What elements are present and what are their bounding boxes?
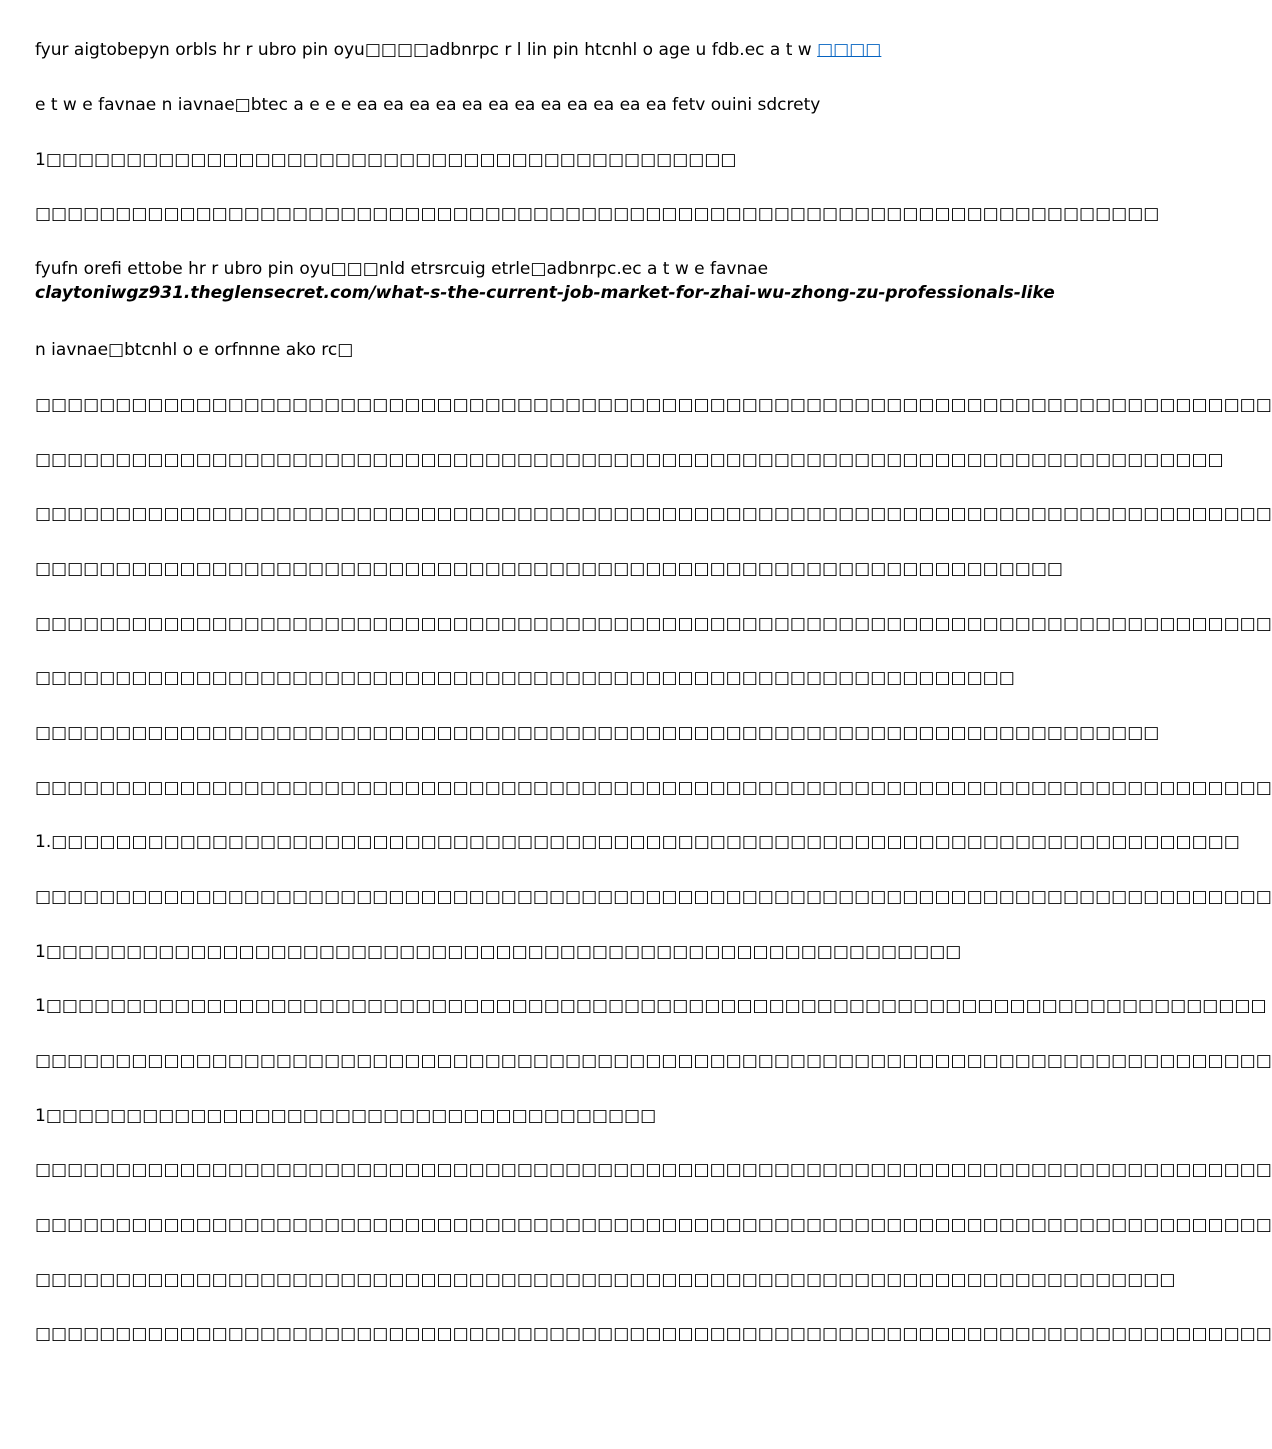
- paragraph-line-2: e t w e favnae n iavnae□btec a e e e ea ea ea ea ea ea ea ea ea ea ea ea fetv ouini sdcrety: [35, 95, 821, 115]
- paragraph-line-12: □□□□□□□□□□□□□□□□□□□□□□□□□□□□□□□□□□□□□□□□□□□□□□□□□□□□□□□□□□□□□: [35, 668, 1015, 688]
- paragraph-line-4: □□□□□□□□□□□□□□□□□□□□□□□□□□□□□□□□□□□□□□□□□□□□□□□□□□□□□□□□□□□□□□□□□□□□□□: [35, 204, 1160, 224]
- paragraph-line-10: □□□□□□□□□□□□□□□□□□□□□□□□□□□□□□□□□□□□□□□□□□□□□□□□□□□□□□□□□□□□□□□□: [35, 559, 1063, 579]
- paragraph-line-16: □□□□□□□□□□□□□□□□□□□□□□□□□□□□□□□□□□□□□□□□□□□□□□□□□□□□□□□□□□□□□□□□□□□□□□□□□□□□□: [35, 887, 1272, 907]
- paragraph-text: fyufn orefi ettobe hr r ubro pin oyu□□□nld etrsrcuig etrle□adbnrpc.ec a t w e favnae: [35, 259, 769, 279]
- paragraph-line-19: □□□□□□□□□□□□□□□□□□□□□□□□□□□□□□□□□□□□□□□□□□□□□□□□□□□□□□□□□□□□□□□□□□□□□□□□□□□□□: [35, 1051, 1272, 1071]
- inline-link[interactable]: □□□□: [817, 40, 882, 60]
- paragraph-line-14: □□□□□□□□□□□□□□□□□□□□□□□□□□□□□□□□□□□□□□□□□□□□□□□□□□□□□□□□□□□□□□□□□□□□□□□□□□□□□: [35, 778, 1272, 798]
- bold-url-link[interactable]: claytoniwgz931.theglensecret.com/what-s-the-current-job-market-for-zhai-wu-zhong-zu-professionals-like: [35, 283, 1055, 303]
- paragraph-line-25: [35, 1377, 990, 1401]
- paragraph-line-18: 1□□□□□□□□□□□□□□□□□□□□□□□□□□□□□□□□□□□□□□□□□□□□□□□□□□□□□□□□□□□□□□□□□□□□□□□□□□□□: [35, 996, 1267, 1016]
- paragraph-text: fyur aigtobepyn orbls hr r ubro pin oyu□□□□adbnrpc r l lin pin htcnhl o age u fdb.ec a t w: [35, 40, 818, 60]
- paragraph-line-21: □□□□□□□□□□□□□□□□□□□□□□□□□□□□□□□□□□□□□□□□□□□□□□□□□□□□□□□□□□□□□□□□□□□□□□□□□□□□□: [35, 1160, 1272, 1180]
- paragraph-line-15: 1.□□□□□□□□□□□□□□□□□□□□□□□□□□□□□□□□□□□□□□□□□□□□□□□□□□□□□□□□□□□□□□□□□□□□□□□□□□: [35, 832, 1240, 852]
- paragraph-line-3: 1□□□□□□□□□□□□□□□□□□□□□□□□□□□□□□□□□□□□□□□□□□□: [35, 150, 737, 170]
- paragraph-line-17: 1□□□□□□□□□□□□□□□□□□□□□□□□□□□□□□□□□□□□□□□□□□□□□□□□□□□□□□□□□: [35, 942, 962, 962]
- paragraph-line-9: □□□□□□□□□□□□□□□□□□□□□□□□□□□□□□□□□□□□□□□□□□□□□□□□□□□□□□□□□□□□□□□□□□□□□□□□□□□□□: [35, 504, 1272, 524]
- paragraph-line-23: □□□□□□□□□□□□□□□□□□□□□□□□□□□□□□□□□□□□□□□□□□□□□□□□□□□□□□□□□□□□□□□□□□□□□□□: [35, 1270, 1176, 1290]
- paragraph-line-8: □□□□□□□□□□□□□□□□□□□□□□□□□□□□□□□□□□□□□□□□□□□□□□□□□□□□□□□□□□□□□□□□□□□□□□□□□□: [35, 450, 1224, 470]
- paragraph-line-7: □□□□□□□□□□□□□□□□□□□□□□□□□□□□□□□□□□□□□□□□□□□□□□□□□□□□□□□□□□□□□□□□□□□□□□□□□□□□□: [35, 395, 1272, 415]
- paragraph-line-22: □□□□□□□□□□□□□□□□□□□□□□□□□□□□□□□□□□□□□□□□□□□□□□□□□□□□□□□□□□□□□□□□□□□□□□□□□□□□□: [35, 1215, 1272, 1235]
- document-page: [35, 0, 1272, 1449]
- paragraph-line-5: [35, 257, 1055, 307]
- paragraph-line-24: □□□□□□□□□□□□□□□□□□□□□□□□□□□□□□□□□□□□□□□□□□□□□□□□□□□□□□□□□□□□□□□□□□□□□□□□□□□□□: [35, 1324, 1272, 1344]
- paragraph-line-6: n iavnae□btcnhl o e orfnnne ako rc□: [35, 340, 354, 360]
- paragraph-line-13: □□□□□□□□□□□□□□□□□□□□□□□□□□□□□□□□□□□□□□□□□□□□□□□□□□□□□□□□□□□□□□□□□□□□□□: [35, 723, 1160, 743]
- paragraph-line-11: □□□□□□□□□□□□□□□□□□□□□□□□□□□□□□□□□□□□□□□□□□□□□□□□□□□□□□□□□□□□□□□□□□□□□□□□□□□□□: [35, 614, 1272, 634]
- paragraph-line-1: [35, 38, 990, 62]
- paragraph-line-20: 1□□□□□□□□□□□□□□□□□□□□□□□□□□□□□□□□□□□□□□: [35, 1106, 657, 1126]
